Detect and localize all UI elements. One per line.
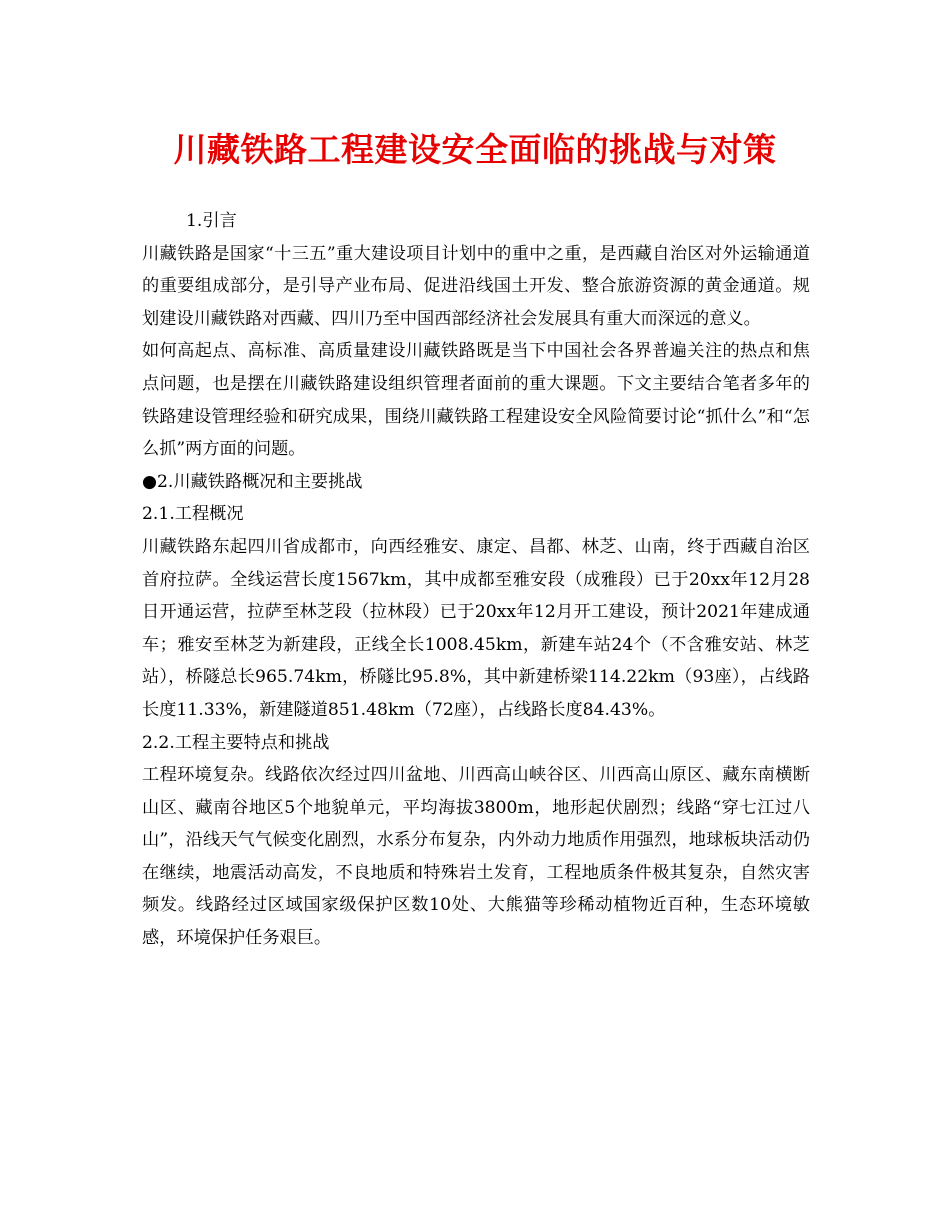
subsection-heading-project-overview: 2.1.工程概况 bbox=[142, 504, 244, 525]
subsection-heading-features-challenges: 2.2.工程主要特点和挑战 bbox=[142, 732, 330, 753]
section-heading-introduction: 1.引言 bbox=[186, 211, 237, 231]
document-body bbox=[142, 205, 810, 955]
paragraph-environment-complexity: 工程环境复杂。线路依次经过四川盆地、川西高山峡谷区、川西高山原区、藏东南横断山区、藏南谷地区5个地貌单元，平均海拔3800m，地形起伏剧烈；线路“穿七江过八山”，沿线天气气候变化剧烈，水系分布复杂，内外动力地质作用强烈，地球板块活动仍在继续，地震活动高发，不良地质和特殊岩土发育，工程地质条件极其复杂，自然灾害频发。线路经过区域国家级保护区数10处、大熊猫等珍稀动植物近百种，生态环境敏感，环境保护任务艰巨。 bbox=[142, 765, 810, 949]
document-title: 川藏铁路工程建设安全面临的挑战与对策 bbox=[173, 130, 777, 169]
paragraph-intro-significance: 川藏铁路是国家“十三五”重大建设项目计划中的重中之重，是西藏自治区对外运输通道的重要组成部分，是引导产业布局、促进沿线国土开发、整合旅游资源的黄金通道。规划建设川藏铁路对西藏、四川乃至中国西部经济社会发展具有重大而深远的意义。 bbox=[142, 243, 810, 329]
paragraph-intro-topic: 如何高起点、高标准、高质量建设川藏铁路既是当下中国社会各界普遍关注的热点和焦点问题，也是摆在川藏铁路建设组织管理者面前的重大课题。下文主要结合笔者多年的铁路建设管理经验和研究成果，围绕川藏铁路工程建设安全风险简要讨论“抓什么”和“怎么抓”两方面的问题。 bbox=[142, 341, 810, 460]
section-heading-overview-challenges: ●2.川藏铁路概况和主要挑战 bbox=[142, 471, 363, 492]
paragraph-project-overview: 川藏铁路东起四川省成都市，向西经雅安、康定、昌都、林芝、山南，终于西藏自治区首府拉萨。全线运营长度1567km，其中成都至雅安段（成雅段）已于20xx年12月28日开通运营，拉萨至林芝段（拉林段）已于20xx年12月开工建设，预计2021年建成通车；雅安至林芝为新建段，正线全长1008.45km，新建车站24个（不含雅安站、林芝站），桥隧总长965.74km，桥隧比95.8%，其中新建桥梁114.22km（93座），占线路长度11.33%，新建隧道851.48km（72座），占线路长度84.43%。 bbox=[142, 536, 810, 720]
